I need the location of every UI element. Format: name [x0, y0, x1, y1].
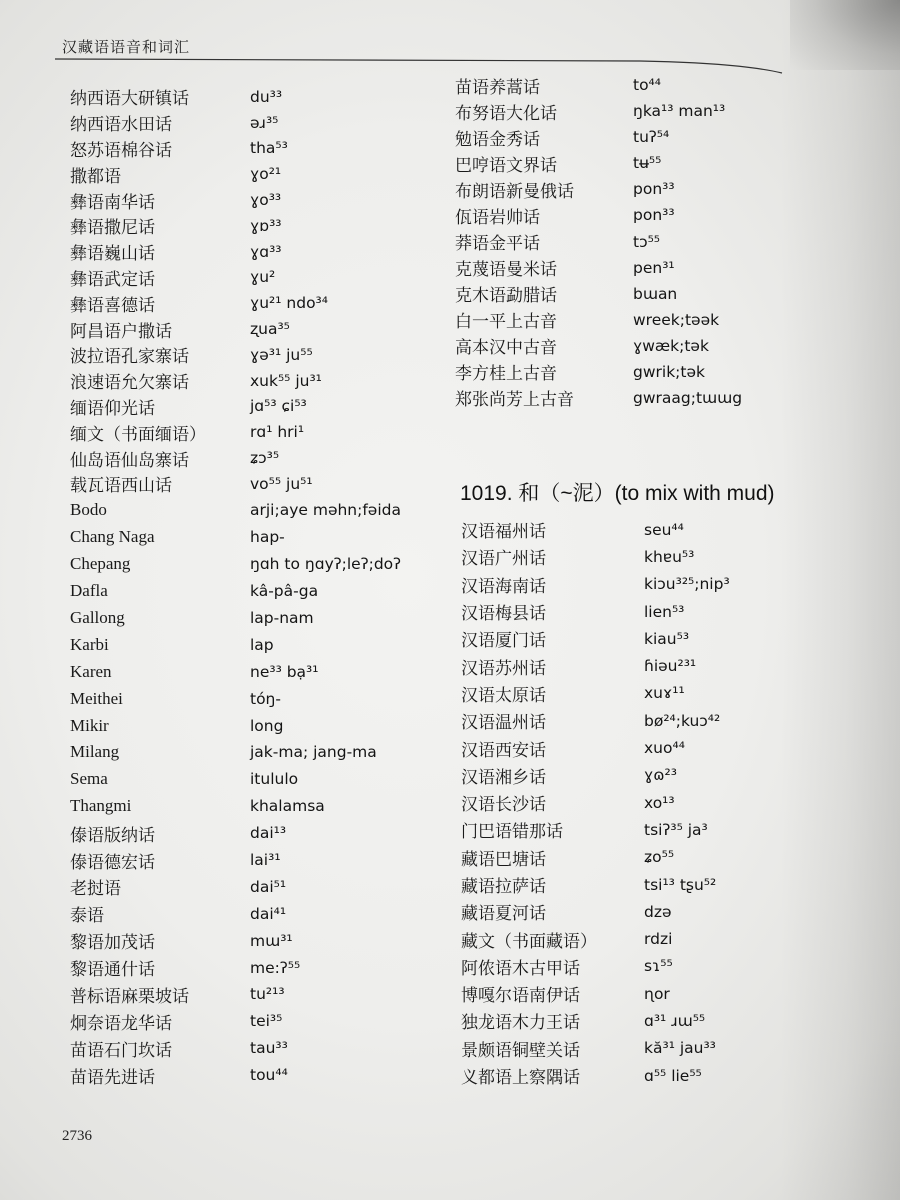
word-form: tʉ⁵⁵: [633, 154, 662, 173]
word-form: me:ʔ⁵⁵: [250, 958, 301, 977]
language-name: 白一平上古音: [455, 312, 557, 332]
language-name: Gallong: [70, 608, 125, 627]
entry-row: [455, 176, 742, 202]
word-form: ɣwæk;tək: [633, 336, 709, 355]
entry-row: [70, 368, 328, 394]
entry-row: [461, 762, 730, 789]
language-name: Sema: [70, 769, 108, 789]
left-column-top: [70, 84, 328, 497]
word-form: kâ-pâ-ga: [250, 582, 319, 601]
word-form: dai⁵¹: [250, 877, 287, 896]
entry-row: [455, 228, 742, 254]
language-name: 苗语先进话: [70, 1067, 155, 1087]
entry-row: [455, 150, 742, 176]
language-name: 佤语岩帅话: [455, 207, 540, 227]
entry-row: [70, 471, 328, 497]
word-form: ʑo⁵⁵: [644, 848, 675, 867]
word-form: khalamsa: [250, 797, 325, 816]
language-name: 纳西语水田话: [70, 115, 172, 135]
word-form: ɣə³¹ ju⁵⁵: [250, 345, 313, 364]
entry-row: [70, 981, 401, 1008]
language-name: Chang Naga: [70, 527, 155, 547]
entry-row: [70, 445, 328, 471]
entry-row: [461, 652, 730, 679]
entry-row: [70, 394, 328, 420]
entry-row: [70, 578, 401, 605]
entry-row: [461, 734, 730, 761]
language-name: Chepang: [70, 554, 131, 574]
word-form: lap: [250, 635, 274, 654]
word-form: pon³³: [633, 206, 675, 225]
language-name: 彝语巍山话: [70, 244, 155, 264]
language-name: 傣语德宏话: [70, 852, 155, 872]
language-name: Thangmi: [70, 796, 132, 816]
language-name: Meithei: [70, 688, 123, 708]
language-name: 彝语南华话: [70, 192, 155, 212]
entry-row: [455, 385, 742, 411]
word-form: mɯ³¹: [250, 931, 293, 950]
entry-row: [461, 789, 730, 816]
word-form: lap-nam: [250, 609, 314, 627]
language-name: Dafla: [70, 581, 108, 601]
word-form: tɔ⁵⁵: [633, 232, 661, 251]
word-form: lien⁵³: [644, 602, 685, 621]
entry-row: [461, 1035, 730, 1062]
language-name: 汉语福州话: [461, 522, 546, 542]
entry-row: [70, 213, 328, 239]
entry-row: [461, 1062, 730, 1089]
language-name: 彝语武定话: [70, 269, 155, 289]
language-name: 郑张尚芳上古音: [455, 390, 574, 410]
word-form: jak-ma; jang-ma: [250, 743, 377, 762]
language-name: 苗语石门坎话: [70, 1040, 172, 1060]
word-form: ɳor: [644, 984, 670, 1003]
entry-row: [70, 900, 401, 927]
header-rule: [0, 0, 900, 90]
language-name: 莽语金平话: [455, 234, 540, 253]
language-name: 义都语上察隅话: [461, 1068, 580, 1088]
entry-row: [70, 265, 328, 291]
language-name: 浪速语允欠寨话: [70, 373, 189, 393]
word-form: tuʔ⁵⁴: [633, 128, 670, 147]
entry-row: [70, 342, 328, 368]
entry-row: [70, 927, 401, 954]
language-name: Bodo: [70, 500, 107, 520]
language-name: 载瓦语西山话: [70, 476, 172, 496]
language-name: 汉语苏州话: [461, 658, 546, 678]
word-form: ɣu²¹ ndo³⁴: [250, 294, 328, 313]
page-number: 2736: [62, 1128, 92, 1144]
entry-row: [70, 954, 401, 981]
entry-row: [70, 290, 328, 316]
entry-row: [70, 110, 328, 136]
word-form: bø²⁴;kuɔ⁴²: [644, 711, 721, 730]
language-name: 苗语养蒿话: [455, 77, 540, 97]
entry-row: [455, 359, 742, 385]
word-form: gwraag;tɯɯg: [633, 388, 743, 407]
word-form: gwrik;tək: [633, 362, 705, 381]
word-form: xo¹³: [644, 793, 675, 812]
entry-row: [461, 571, 730, 598]
language-name: 汉语温州话: [461, 713, 546, 733]
language-name: 汉语梅县话: [461, 604, 546, 624]
language-name: 巴哼语文界话: [455, 155, 557, 175]
word-form: xuk⁵⁵ ju³¹: [250, 371, 322, 390]
language-name: 汉语厦门话: [461, 631, 546, 651]
running-title: 汉藏语语音和词汇: [62, 38, 191, 56]
language-name: 阿昌语户撒话: [70, 321, 172, 341]
word-form: tei³⁵: [250, 1012, 283, 1031]
entry-row: [461, 816, 730, 843]
word-form: to⁴⁴: [633, 76, 661, 95]
language-name: 炯奈语龙华话: [70, 1013, 172, 1033]
language-name: 藏语巴塘话: [461, 849, 546, 869]
word-form: kă³¹ jau³³: [644, 1039, 716, 1058]
entry-row: [461, 707, 730, 734]
language-name: 汉语太原话: [461, 685, 546, 705]
language-name: 景颇语铜壁关话: [461, 1040, 580, 1060]
entry-row: [70, 631, 401, 658]
language-name: 独龙语木力王话: [461, 1013, 580, 1033]
entry-row: [461, 543, 730, 570]
language-name: 黎语通什话: [70, 960, 155, 980]
language-name: 藏语夏河话: [461, 904, 546, 924]
word-form: dai¹³: [250, 824, 287, 843]
word-form: ɣɷ²³: [644, 766, 677, 785]
entry-row: [461, 598, 730, 625]
language-name: 门巴语错那话: [461, 822, 563, 842]
entry-row: [70, 605, 401, 632]
word-form: ŋɑh to ŋɑyʔ;leʔ;doʔ: [250, 555, 402, 574]
word-form: tu²¹³: [250, 985, 285, 1004]
word-form: du³³: [250, 87, 283, 106]
language-name: Mikir: [70, 715, 109, 735]
word-form: ŋka¹³ man¹³: [633, 102, 726, 121]
entry-row: [70, 497, 401, 524]
language-name: 布朗语新曼俄话: [455, 181, 574, 201]
entry-row: [455, 255, 742, 281]
right-column-bottom: [461, 516, 730, 1089]
word-form: dai⁴¹: [250, 904, 287, 923]
word-form: tóŋ-: [250, 689, 281, 708]
word-form: əɹ³⁵: [250, 113, 279, 132]
language-name: 克木语勐腊话: [455, 286, 557, 306]
entry-row: [461, 871, 730, 898]
page-edge-shadow: [780, 0, 900, 1200]
word-form: ɣɑ³³: [250, 242, 282, 261]
word-form: ʐua³⁵: [250, 320, 290, 339]
entry-row: [70, 820, 401, 847]
left-column-bottom: [70, 497, 401, 1089]
language-name: 怒苏语棉谷话: [70, 140, 172, 160]
word-form: xuɤ¹¹: [644, 684, 685, 703]
word-form: sɿ⁵⁵: [644, 957, 673, 976]
entry-row: [461, 1007, 730, 1034]
entry-row: [455, 202, 742, 228]
entry-row: [455, 124, 742, 150]
entry-row: [455, 333, 742, 359]
entry-row: [70, 419, 328, 445]
word-form: kiau⁵³: [644, 629, 690, 648]
word-form: ɣu²: [250, 268, 276, 287]
entry-row: [461, 844, 730, 871]
language-name: 藏语拉萨话: [461, 877, 546, 896]
word-form: wreek;təək: [633, 310, 720, 329]
word-form: rdzi: [644, 930, 673, 949]
language-name: 缅语仰光话: [70, 398, 155, 418]
entry-row: [70, 873, 401, 900]
language-name: 汉语长沙话: [461, 795, 546, 815]
entry-row: [70, 551, 401, 578]
right-column-top: [455, 72, 742, 411]
word-form: kiɔu³²⁵;nip³: [644, 575, 730, 594]
word-form: pen³¹: [633, 258, 675, 277]
language-name: 黎语加茂话: [70, 933, 155, 953]
word-form: tou⁴⁴: [250, 1066, 288, 1085]
word-form: tsiʔ³⁵ ja³: [644, 820, 708, 839]
entry-row: [70, 793, 401, 820]
word-form: dzə: [644, 902, 672, 921]
entry-row: [70, 239, 328, 265]
word-form: bɯan: [633, 284, 678, 303]
word-form: hap-: [250, 528, 285, 547]
word-form: ɣo³³: [250, 191, 282, 210]
language-name: 仙岛语仙岛寨话: [70, 450, 189, 470]
word-form: khɐu⁵³: [644, 547, 695, 566]
entry-row: [70, 187, 328, 213]
language-name: 高本汉中古音: [455, 338, 557, 358]
word-form: xuo⁴⁴: [644, 739, 685, 758]
word-form: tsi¹³ tʂu⁵²: [644, 875, 717, 894]
entry-row: [70, 712, 401, 739]
word-form: ɑ⁵⁵ lie⁵⁵: [644, 1066, 702, 1085]
language-name: Karen: [70, 661, 112, 681]
language-name: 老挝语: [70, 879, 121, 899]
entry-row: [70, 1008, 401, 1035]
entry-row: [455, 72, 742, 98]
language-name: 汉语湘乡话: [461, 767, 546, 787]
entry-row: [461, 625, 730, 652]
entry-row: [70, 739, 401, 766]
entry-row: [461, 680, 730, 707]
word-form: arji;aye məhn;fəida: [250, 501, 401, 520]
language-name: 汉语西安话: [461, 740, 546, 760]
section-heading: 1019. 和（~泥）(to mix with mud): [460, 482, 775, 505]
word-form: ne³³ bạ³¹: [250, 662, 319, 681]
language-name: 布努语大化话: [455, 103, 557, 123]
language-name: 撒都语: [70, 166, 121, 186]
language-name: 汉语广州话: [461, 549, 546, 569]
language-name: 波拉语孔家寨话: [70, 347, 189, 367]
language-name: 阿侬语木古甲话: [461, 958, 580, 978]
entry-row: [70, 161, 328, 187]
entry-row: [461, 953, 730, 980]
language-name: 博嘎尔语南伊话: [461, 986, 580, 1006]
language-name: 藏文（书面藏语）: [461, 931, 597, 951]
language-name: Karbi: [70, 634, 109, 654]
entry-row: [461, 925, 730, 952]
word-form: tha⁵³: [250, 139, 288, 158]
entry-row: [70, 524, 401, 551]
entry-row: [455, 281, 742, 307]
word-form: jɑ⁵³ ɕi⁵³: [250, 397, 307, 416]
entry-row: [455, 98, 742, 124]
word-form: ɑ³¹ ɹɯ⁵⁵: [644, 1011, 706, 1030]
word-form: ɣɒ³³: [250, 216, 282, 235]
entry-row: [461, 898, 730, 925]
language-name: 纳西语大研镇话: [70, 89, 189, 109]
language-name: 普标语麻栗坡话: [70, 986, 189, 1006]
word-form: tau³³: [250, 1039, 288, 1058]
entry-row: [70, 847, 401, 874]
entry-row: [70, 84, 328, 110]
entry-row: [70, 658, 401, 685]
word-form: ɣo²¹: [250, 165, 282, 184]
word-form: long: [250, 716, 284, 735]
language-name: 傣语版纳话: [70, 825, 155, 845]
word-form: ɦiəu²³¹: [644, 657, 697, 676]
language-name: 汉语海南话: [461, 576, 546, 596]
word-form: vo⁵⁵ ju⁵¹: [250, 474, 313, 493]
entry-row: [70, 766, 401, 793]
entry-row: [455, 307, 742, 333]
entry-row: [461, 980, 730, 1007]
word-form: lai³¹: [250, 851, 281, 870]
language-name: 彝语喜德话: [70, 295, 155, 315]
entry-row: [70, 1035, 401, 1062]
word-form: itululo: [250, 770, 299, 789]
entry-row: [70, 1062, 401, 1089]
entry-row: [70, 136, 328, 162]
language-name: 克蔑语曼米话: [455, 260, 557, 280]
entry-row: [70, 685, 401, 712]
word-form: rɑ¹ hri¹: [250, 423, 305, 442]
entry-row: [70, 316, 328, 342]
language-name: Milang: [70, 742, 120, 762]
language-name: 泰语: [70, 906, 104, 926]
entry-row: [461, 516, 730, 543]
word-form: seu⁴⁴: [644, 520, 684, 539]
language-name: 缅文（书面缅语）: [70, 424, 206, 444]
language-name: 勉语金秀话: [455, 129, 540, 149]
word-form: pon³³: [633, 180, 675, 199]
word-form: ʑɔ³⁵: [250, 449, 280, 468]
language-name: 李方桂上古音: [455, 364, 557, 384]
language-name: 彝语撒尼话: [70, 218, 155, 238]
